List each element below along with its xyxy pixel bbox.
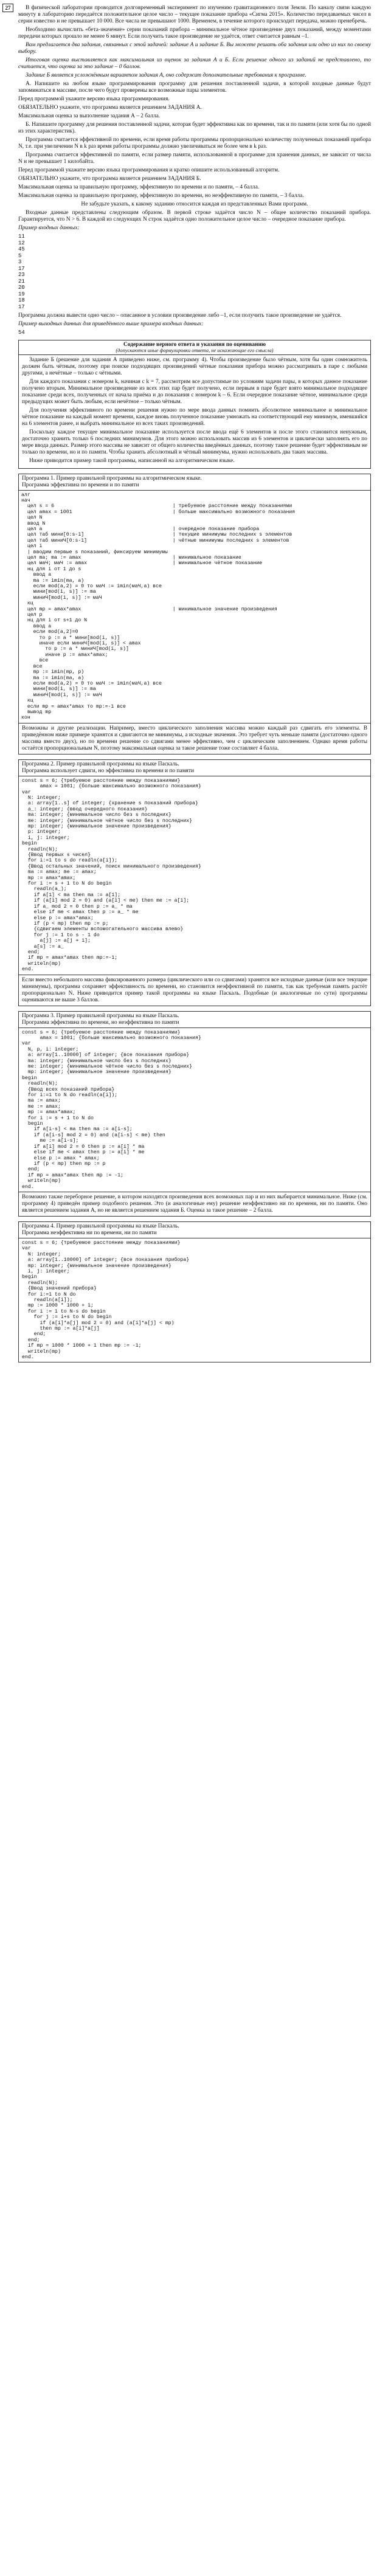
code-line-comment bbox=[170, 715, 370, 720]
grading-box bbox=[18, 340, 371, 469]
code-line: если mod(a,2) = 0 то маЧ := imin(маЧ,a) все bbox=[21, 584, 162, 589]
code-line: нц для i от s+1 до N bbox=[21, 618, 88, 624]
code-line-comment bbox=[170, 624, 370, 629]
code-row bbox=[19, 578, 370, 584]
task-a-line-4: Максимальная оценка за выполнение задания А – 2 балла. bbox=[18, 113, 161, 119]
task-b-line-2: Программа считается эффективной по времени, если время работы программы пропорционально количеству полученных показаний прибора N, т.е. при увеличении N в k раз время работы программы должно увеличиваться не более чем в k раз. bbox=[18, 137, 371, 150]
code-row bbox=[19, 658, 370, 663]
code-line: если mod(a,2) = 0 то маЧ := imin(маЧ,a) все bbox=[21, 680, 162, 686]
code-line: если mp = amax*amax то mp:=-1 все bbox=[21, 703, 126, 710]
program-3-block bbox=[18, 1011, 371, 1217]
program-4-title-line-2: Программа неэффективна ни по времени, ни по памяти bbox=[22, 1229, 157, 1236]
code-line-comment bbox=[170, 641, 370, 646]
code-row bbox=[19, 567, 370, 572]
task-statement bbox=[18, 5, 371, 336]
code-line: иначе p := amax*amax; bbox=[21, 652, 108, 658]
code-line-comment bbox=[170, 498, 370, 503]
task-b-line-4: Перед программой укажите версию языка программирования и кратко опишите использованный алгоритм. bbox=[18, 167, 280, 173]
code-row bbox=[19, 686, 370, 692]
task-b-text: Б. Напишите программу для решения поставленной задачи, которая будет эффективна как по времени, так и по памяти (или хотя бы по одной из этих характеристик). bbox=[18, 122, 371, 134]
code-row bbox=[19, 532, 370, 537]
task-choice-note: Вам предлагается два задания, связанных с этой задачей: задание А и задание Б. Вы можете решать оба задания или одно из них по своему выбору. bbox=[18, 42, 371, 55]
code-line: кон bbox=[21, 715, 30, 721]
code-line-comment bbox=[170, 664, 370, 669]
task-b-line-5: ОБЯЗАТЕЛЬНО укажите, что программа является решением ЗАДАНИЯ Б. bbox=[18, 176, 201, 182]
task-b-line-6: Максимальная оценка за правильную программу, эффективную по времени и по памяти, – 4 балла. bbox=[18, 184, 260, 190]
code-row bbox=[19, 509, 370, 515]
code-row bbox=[19, 704, 370, 710]
input-example-value: 17 bbox=[18, 265, 25, 272]
code-row bbox=[19, 584, 370, 589]
input-example-list bbox=[18, 233, 371, 310]
code-line: ma := imin(ma, a) bbox=[21, 578, 85, 584]
output-example-value: 54 bbox=[18, 330, 25, 336]
code-row bbox=[19, 681, 370, 686]
grading-body bbox=[19, 355, 370, 468]
input-example-value: 19 bbox=[18, 291, 25, 297]
code-line-comment bbox=[170, 669, 370, 675]
program-2-title bbox=[19, 760, 370, 776]
code-row bbox=[19, 503, 370, 509]
program-1-title-line-2: Программа эффективна по времени и по памяти bbox=[22, 482, 139, 488]
code-line: если mod(a,2)=0 bbox=[21, 629, 78, 635]
code-line: цел amax = 1001 bbox=[21, 509, 72, 515]
code-line-comment bbox=[170, 492, 370, 498]
task-a-line-2: Перед программой укажите версию языка программирования. bbox=[18, 96, 170, 102]
code-row bbox=[19, 607, 370, 612]
code-row bbox=[19, 624, 370, 629]
code-line-comment bbox=[170, 646, 370, 652]
code-line: цел таб миниЧ[0:s-1] bbox=[21, 537, 88, 544]
code-line: цел mp = amax*amax bbox=[21, 606, 81, 612]
code-line-comment bbox=[170, 589, 370, 595]
code-line-comment bbox=[170, 567, 370, 572]
grading-paragraph: Поскольку каждое текущее минимальное показание используется после ввода ещё 6 элементов и после этого становится ненужным, достаточно хранить только 6 последних минимумов. Для этого можно использовать массив из 6 элементов и циклически заполнять его по мере ввода данных. Размер этого массива не зависит от общего количества введённых данных, поэтому такое решение будет эффективным не только по времени, но и по памяти. Чтобы хранить абсолютный и чётный минимумы, нужно использовать два таких массива. bbox=[22, 429, 367, 455]
code-line-comment: | минимальное показание bbox=[172, 554, 241, 561]
program-3-title-line-1: Программа 3. Пример правильной программы на языке Паскаль. bbox=[22, 1012, 179, 1019]
task-b-note: Задание Б является усложнённым вариантом задания А, оно содержит дополнительные требования к программе. bbox=[26, 72, 306, 78]
code-line: кц bbox=[21, 698, 33, 704]
code-line: то p := a * мини[mod(i, s)] bbox=[21, 635, 120, 641]
code-line-comment bbox=[170, 686, 370, 692]
code-line-comment bbox=[170, 652, 370, 658]
code-row bbox=[19, 538, 370, 544]
task-b-line-7: Максимальная оценка за правильную программу, эффективную по времени, но неэффективную по памяти, – 3 балла. bbox=[18, 193, 304, 199]
code-line: цел a bbox=[21, 526, 43, 532]
code-line: вывод mp bbox=[21, 709, 52, 715]
code-row bbox=[19, 692, 370, 698]
input-example-value: 12 bbox=[18, 240, 25, 246]
input-example-value: 17 bbox=[18, 303, 25, 310]
code-row bbox=[19, 652, 370, 658]
code-line: mp := imin(mp, p) bbox=[21, 669, 85, 675]
code-line: цел s = 6 bbox=[21, 503, 55, 509]
code-line: ma := imin(ma, a) bbox=[21, 675, 85, 681]
code-row bbox=[19, 629, 370, 635]
code-line: все bbox=[21, 658, 49, 664]
code-row bbox=[19, 544, 370, 549]
code-line-comment bbox=[170, 612, 370, 618]
code-line: нач bbox=[21, 497, 30, 503]
code-line: | вводим первые s показаний, фиксируем минимумы bbox=[21, 549, 168, 555]
code-line-comment: | требуемое расстояние между показаниями bbox=[172, 503, 292, 509]
code-line-comment bbox=[170, 544, 370, 549]
program-2-block bbox=[18, 759, 371, 1006]
code-line-comment: | очередное показание прибора bbox=[172, 526, 260, 532]
code-row bbox=[19, 515, 370, 520]
code-line: миниЧ[mod(i, s)] := маЧ bbox=[21, 692, 102, 698]
code-line-comment bbox=[170, 572, 370, 578]
code-row bbox=[19, 595, 370, 601]
grading-paragraph: Ниже приводится пример такой программы, написанной на алгоритмическом языке. bbox=[29, 457, 235, 464]
reminder-text: Не забудьте указать, к какому заданию относится каждая из представленных Вами программ. bbox=[81, 201, 308, 207]
program-4-block bbox=[18, 1221, 371, 1363]
code-row bbox=[19, 498, 370, 503]
code-line: миниЧ[mod(i, s)] := маЧ bbox=[21, 595, 102, 601]
input-example-value: 23 bbox=[18, 272, 25, 278]
output-example-label: Пример выходных данных для приведённого выше примера входных данных: bbox=[18, 321, 204, 327]
input-example-value: 21 bbox=[18, 278, 25, 285]
code-line-comment: | чётные минимумы последних s элементов bbox=[172, 537, 289, 544]
code-line-comment: | минимальное значение произведения bbox=[172, 606, 277, 612]
program-1-block bbox=[18, 474, 371, 754]
code-line-comment bbox=[170, 550, 370, 555]
code-line-comment: | минимальное чётное показание bbox=[172, 561, 263, 567]
scoring-note: Итоговая оценка выставляется как максимальная из оценок за задания А и Б. Если решение одного из заданий не представлено, то считается, что оценка за это задание – 0 баллов. bbox=[18, 57, 371, 70]
input-example-value: 18 bbox=[18, 297, 25, 303]
code-line: ввод N bbox=[21, 520, 46, 527]
code-line: мини[mod(i, s)] := ma bbox=[21, 589, 96, 595]
program-2-title-line-2: Программа использует сдвиги, но эффективна по времени и по памяти bbox=[22, 767, 194, 774]
code-line: цел таб мини[0:s-1] bbox=[21, 532, 85, 538]
grading-paragraph: Для получения эффективного по времени решения нужно по мере ввода данных помнить абсолютное минимальное и минимальное чётное показание на каждый момент времени, каждое вновь полученное показание умножать на соответствующий ему минимум, имевшийся на 6 элементов ранее, и выбрать минимальное из всех таких произведений. bbox=[22, 407, 367, 427]
input-example-value: 11 bbox=[18, 233, 25, 240]
code-line: нц для i от 1 до s bbox=[21, 566, 81, 572]
code-line-comment bbox=[170, 595, 370, 601]
input-example-value: 45 bbox=[18, 246, 25, 252]
code-line-comment bbox=[170, 601, 370, 606]
task-a-line-3: ОБЯЗАТЕЛЬНО укажите, что программа является решением ЗАДАНИЯ А. bbox=[18, 105, 202, 111]
grading-paragraph: Задание Б (решение для задания А приведено ниже, см. программу 4). Чтобы произведение было чётным, хотя бы один сомножитель должен быть чётным, поэтому при поиске подходящих произведений чётные показания прибора можно рассматривать в паре с любыми другими, а нечётные – только с чётными. bbox=[22, 356, 367, 376]
code-line-comment: | текущие минимумы последних s элементов bbox=[172, 532, 292, 538]
code-line: ввод a bbox=[21, 623, 52, 629]
code-line: кц bbox=[21, 601, 33, 607]
code-line-comment bbox=[170, 675, 370, 681]
question-number: 27 bbox=[2, 4, 13, 12]
code-row bbox=[19, 521, 370, 527]
code-line: цел маЧ; маЧ := amax bbox=[21, 561, 88, 567]
code-line: иначе если миниЧ[mod(i, s)] < amax bbox=[21, 641, 141, 647]
program-2-code: const s = 6; {требуемое расстояние между показаниями} amax = 1001; {больше максимально возможного показания} var N: integer; a: array[1..s] of integer; {хранение s показаний прибора} a_: integer; {ввод очередного показания} ma: integer; {минимальное число без s последних} mе: integer; {минимальное чётное число без s последних} mp: integer; {минимальное значение произведения} p: integer; i, j: integer; begin readln(N); {Ввод первых s чисел} for i:=1 to s do readln(a[i]); {Ввод остальных значений, поиск минимального произведения} ma := amax; mе := amax; mp := amax*amax; for i := s + 1 to N do begin readln(a_); if a[1] < ma then ma := a[1]; if (a[1] mod 2 = 0) and (a[1] < mе) then mе := a[1]; if a_ mod 2 = 0 then p := a_ * ma else if mе < amax then p := a_ * mе else p := amax*amax; if (p < mp) then mp := p; {сдвигаем элементы вспомогательного массива влево} for j := 1 to s - 1 do a[j] := a[j + 1]; a[s] := a_ end; if mp = amax*amax then mp:=-1; writeln(mp) end. bbox=[19, 776, 370, 975]
input-example-value: 20 bbox=[18, 285, 25, 291]
code-line-comment bbox=[170, 618, 370, 623]
code-row bbox=[19, 646, 370, 652]
code-line-comment bbox=[170, 710, 370, 715]
program-4-title bbox=[19, 1222, 370, 1238]
code-line-comment bbox=[170, 635, 370, 641]
code-line-comment bbox=[170, 692, 370, 698]
grading-header bbox=[19, 340, 370, 355]
code-row bbox=[19, 664, 370, 669]
program-3-title-line-2: Программа эффективна по времени, но неэффективна по памяти bbox=[22, 1019, 179, 1026]
code-line: цел p bbox=[21, 612, 43, 618]
code-line-comment bbox=[170, 704, 370, 710]
grading-subtitle: (допускаются иные формулировки ответа, не искажающие его смысла) bbox=[116, 347, 274, 353]
code-line-comment bbox=[170, 578, 370, 584]
code-line: то p := a * миниЧ[mod(i, s)] bbox=[21, 646, 129, 652]
grading-title: Содержание верного ответа и указания по оцениванию bbox=[123, 341, 266, 348]
code-line-comment bbox=[170, 515, 370, 520]
output-description: Программа должна вывести одно число – описанное в условии произведение либо –1, если получить такое произведение не удаётся. bbox=[18, 313, 342, 319]
code-row bbox=[19, 550, 370, 555]
program-1-comment: Возможны и другие реализации. Например, вместо циклического заполнения массива можно каждый раз сдвигать его элементы. В приведённом ниже примере хранятся и сдвигаются не минимумы, а исходные значения. Это требует чуть меньше памяти (достаточно одного массива вместо двух), но по времени решение со сдвигами менее эффективно, чем с циклическим заполнением. Однако время работы остаётся пропорциональным N, поэтому максимальная оценка за такое решение тоже составляет 4 балла. bbox=[22, 725, 367, 751]
code-line-comment bbox=[170, 681, 370, 686]
intro-paragraph-1: В физической лаборатории проводится долговременный эксперимент по изучению гравитационного поля Земли. По каналу связи каждую минуту в лабораторию передаётся положительное целое число – текущее показание прибора «Сигма 2015». Количество передаваемых чисел в серии известно и не превышает 10 000. Все числа не превышают 1000. Временем, в течение которого происходит передача, можно пренебречь. bbox=[18, 5, 371, 24]
program-4-code: const s = 6; {требуемое расстояние между показаниями} var N: integer; a: array[1..10000] of integer; {все показания прибора} mp: integer; {минимальное значение произведения} i, j: integer; begin readln(N); {Ввод значений прибора} for i:=1 to N do readln(a[i]); mp := 1000 * 1000 + 1; for i := 1 to N-s do begin for j := i+s to N do begin if (a[i]*a[j] mod 2 = 0) and (a[i]*a[j] < mp) then mp := a[i]*a[j] end; end; if mp = 1000 * 1000 + 1 then mp := -1; writeln(mp) end. bbox=[22, 1240, 190, 1361]
code-row bbox=[19, 601, 370, 606]
input-example-value: 3 bbox=[18, 259, 22, 265]
code-line-comment bbox=[170, 698, 370, 703]
code-line: алг bbox=[21, 492, 30, 498]
grading-paragraph: Для каждого показания с номером k, начиная с k = 7, рассмотрим все допустимые по условиям задачи пары, в которых данное показание получено вторым. Минимальное произведение из всех этих пар будет получено, если первым в паре будет взято минимальное подходящее показание среди всех, полученных от начала приёма и до показания с номером k – 6. Если очередное показание чётное, минимальное среди предыдущих может быть любым, если нечётное – только чётным. bbox=[22, 378, 367, 405]
code-line: мини[mod(i, s)] := ma bbox=[21, 686, 96, 692]
code-row bbox=[19, 675, 370, 681]
program-1-title bbox=[19, 474, 370, 491]
code-line: цел ma; ma := amax bbox=[21, 554, 81, 561]
task-a-text: А. Напишите на любом языке программирования программу для решения поставленной задачи, в которой входные данные будут запоминаться в массиве, после чего будут проверены все возможные пары элементов. bbox=[18, 81, 371, 94]
program-3-title bbox=[19, 1012, 370, 1028]
code-line-comment bbox=[170, 629, 370, 635]
program-4-title-line-1: Программа 4. Пример правильной программы на языке Паскаль. bbox=[22, 1223, 179, 1229]
program-2-comment: Если вместо небольшого массива фиксированного размера (циклического или со сдвигами) хранятся все исходные данные (или все текущие минимумы), программа сохраняет эффективность по времени, но становится неэффективной по памяти, так как требуемая память растёт пропорционально N. Ниже приводится пример такой программы на языке Паскаль. Подобные (и аналогичные по сути) программы оцениваются не выше 3 баллов. bbox=[22, 976, 367, 1003]
input-example-label: Пример входных данных: bbox=[18, 225, 80, 231]
code-row bbox=[19, 698, 370, 703]
code-line: цел N bbox=[21, 515, 43, 521]
code-row bbox=[19, 715, 370, 720]
code-line: цел i bbox=[21, 544, 43, 550]
program-1-code bbox=[19, 491, 370, 723]
code-row bbox=[19, 555, 370, 561]
code-line-comment bbox=[170, 584, 370, 589]
code-line-comment bbox=[170, 521, 370, 527]
program-2-title-line-1: Программа 2. Пример правильной программы на языке Паскаль. bbox=[22, 761, 179, 767]
code-row bbox=[19, 589, 370, 595]
code-line: все bbox=[21, 663, 43, 669]
code-row bbox=[19, 527, 370, 532]
task-b-line-3: Программа считается эффективной по памяти, если размер памяти, использованной в программе для хранения данных, не зависит от числа N и не превышает 1 килобайта. bbox=[18, 152, 371, 165]
input-example-value: 5 bbox=[18, 252, 22, 259]
code-row bbox=[19, 492, 370, 498]
code-row bbox=[19, 561, 370, 566]
code-row bbox=[19, 572, 370, 578]
code-line: ввод a bbox=[21, 572, 52, 578]
program-3-comment: Возможно также переборное решение, в котором находятся произведения всех возможных пар и из них выбирается минимальное. Ниже (см. программу 4) приведён пример подобного решения. Это (и аналогичные ему) решение неэффективно ни по времени, ни по памяти. Оно является решением задания А, но не является решением задания Б. Оценка за такое решение – 2 балла. bbox=[22, 1193, 367, 1214]
code-row bbox=[19, 710, 370, 715]
program-1-title-line-1: Программа 1. Пример правильной программы на алгоритмическом языке. bbox=[22, 475, 202, 482]
code-row bbox=[19, 635, 370, 641]
code-row bbox=[19, 618, 370, 623]
input-description: Входные данные представлены следующим образом. В первой строке задаётся число N – общее количество показаний прибора. Гарантируется, что N > 6. В каждой из следующих N строк задаётся одно положительное целое число – очередное показание прибора. bbox=[18, 210, 371, 223]
program-1-code-table bbox=[19, 492, 370, 721]
code-line-comment: | больше максимально возможного показания bbox=[172, 509, 296, 515]
intro-paragraph-2: Необходимо вычислить «бета-значение» серии показаний прибора – минимальное чётное произведение двух показаний, между моментами передачи которых прошло не менее 6 минут. Если получить такое произведение не удаётся, ответ считается равным –1. bbox=[18, 27, 371, 40]
code-row bbox=[19, 669, 370, 675]
code-line-comment bbox=[170, 658, 370, 663]
program-3-code: const s = 6; {требуемое расстояние между показаниями} amax = 1001; {больше максимально возможного показания} var N, p, i: integer; a: array[1..10000] of integer; {все показания прибора} ma: integer; {минимальное число без s последних} mе: integer; {минимальное чётное число без s последних} mp: integer; {минимальное значение произведения} begin readln(N); {Ввод всех показаний прибора} for i:=1 to N do readln(a[i]); ma := amax; mе := amax; mp := amax*amax; for i := s + 1 to N do begin if a[i-s] < ma then ma := a[i-s]; if (a[i-s] mod 2 = 0) and (a[i-s] < mе) then mе := a[i-s]; if a[i] mod 2 = 0 then p := a[i] * ma else if mе < amax then p := a[i] * mе else p := amax * amax; if (p < mp) then mp := p end; if mp = amax*amax then mp := -1; writeln(mp) end. bbox=[19, 1028, 370, 1192]
